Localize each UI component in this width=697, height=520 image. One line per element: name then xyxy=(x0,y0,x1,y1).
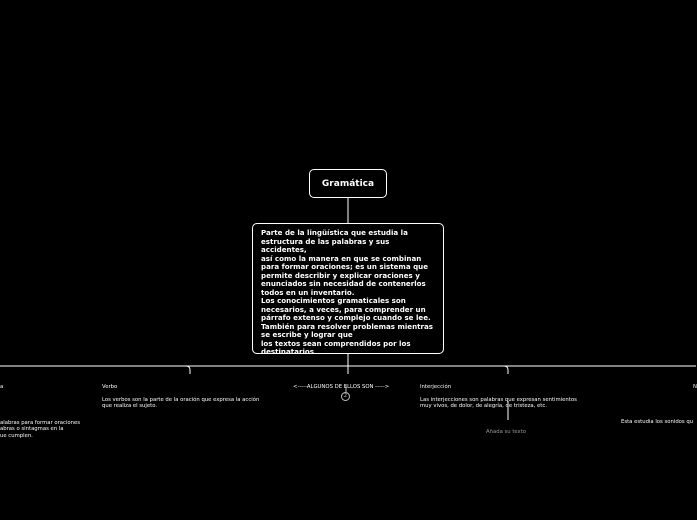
topic-left-partial[interactable] xyxy=(0,377,90,446)
collapsed-count-badge[interactable]: 2 xyxy=(341,392,350,401)
topic-left-partial-body: alabras para formar oraciones abras o sintagmas en la ue cumplen. xyxy=(0,419,81,439)
root-node[interactable] xyxy=(309,169,387,198)
root-title: Gramática xyxy=(321,179,375,189)
drop-verbo xyxy=(186,366,190,374)
topic-left-partial-title: a xyxy=(0,383,4,390)
drop-interjeccion xyxy=(504,366,508,374)
topic-verbo-body: Los verbos son la parte de la oración que expresa la acción que realiza el sujeto. xyxy=(102,396,260,410)
add-text-placeholder[interactable] xyxy=(486,422,546,435)
topic-right-partial-title: N xyxy=(693,383,697,390)
topic-verbo-title: Verbo xyxy=(102,383,118,390)
topic-right-partial-body: Esta estudia los sonidos qu xyxy=(621,418,694,425)
add-text-label: Añada su texto xyxy=(486,428,527,435)
topic-verbo[interactable] xyxy=(102,377,282,417)
topic-interjeccion-title: Interjección xyxy=(420,383,452,390)
topic-center-title: <-----ALGUNOS DE ELLOS SON -----> xyxy=(293,383,390,390)
topic-interjeccion-body: Las interjecciones son palabras que expresan sentimientos muy vivos, de dolor, de alegría, de tristeza, etc. xyxy=(420,396,577,410)
definition-node[interactable]: Parte de la lingüística que estudia la estructura de las palabras y sus accidentes, así como la manera en que se combinan para formar oraciones; es un sistema que permite describir y explicar oraciones y enunciados sin necesidad de contenerlos todos en un inventario. Los conocimientos gramaticales son necesarios, a veces, para comprender un párrafo extenso y complejo cuando se lee. También para resolver problemas mientras se escribe y lograr que los textos sean comprendidos por los destinatarios xyxy=(252,223,444,354)
topic-right-partial[interactable] xyxy=(621,377,696,432)
topic-interjeccion[interactable] xyxy=(420,377,600,417)
